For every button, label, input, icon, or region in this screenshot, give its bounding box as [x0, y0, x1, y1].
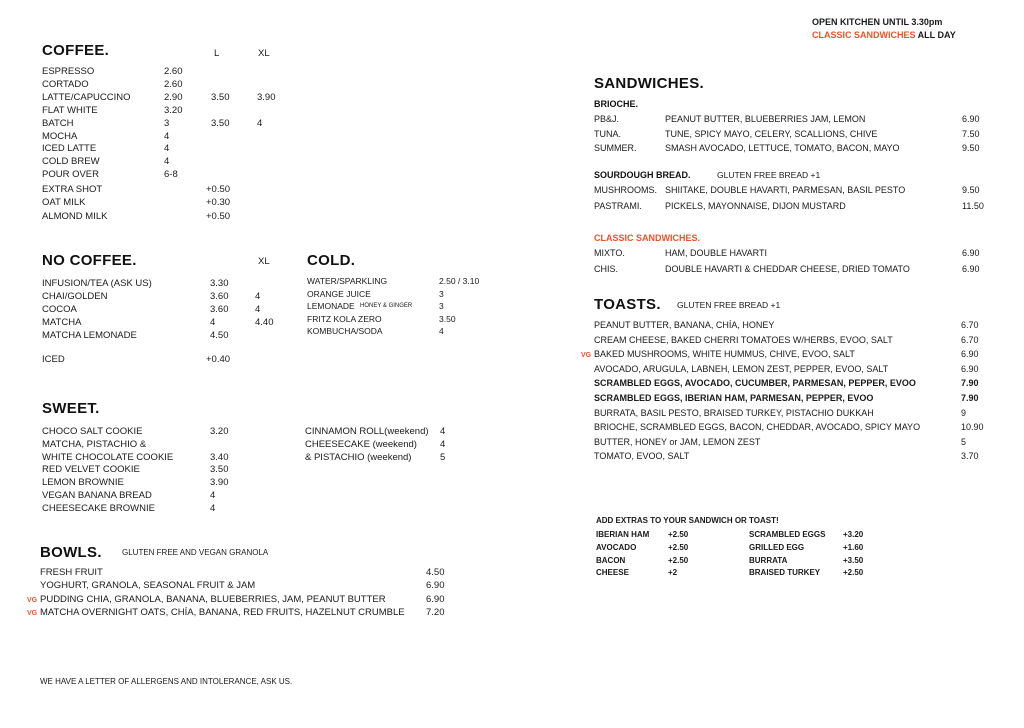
sandwich-item	[594, 247, 986, 260]
item-note: HONEY & GINGER	[360, 303, 413, 309]
extra-name: BRAISED TURKEY	[749, 568, 821, 578]
item-name: CORTADO	[42, 78, 89, 90]
sandwich-desc: DOUBLE HAVARTI & CHEDDAR CHEESE, DRIED TOMATO	[665, 263, 910, 274]
item-name: KOMBUCHA/SODA	[307, 326, 383, 336]
cold-item	[307, 313, 507, 326]
sweet-item	[42, 463, 262, 476]
sandwich-name: MIXTO.	[594, 248, 625, 258]
item-price-xl: 4.40	[255, 316, 274, 328]
item-price-s: 4	[164, 130, 170, 142]
item-name: WHITE CHOCOLATE COOKIE	[42, 451, 174, 463]
item-price: 3.50	[210, 464, 229, 476]
item-name: COCOA	[42, 303, 77, 315]
coffee-extra-item	[42, 210, 282, 223]
item-name: MATCHA LEMONADE	[42, 329, 137, 341]
sandwich-name: PASTRAMI.	[594, 200, 642, 211]
coffee-extra-item	[42, 196, 282, 209]
item-price: 5	[440, 451, 446, 463]
item-name: LEMON BROWNIE	[42, 477, 124, 489]
extra-price: +2.50	[843, 568, 864, 578]
toast-price: 10.90	[961, 422, 984, 433]
weekend-item	[305, 438, 465, 451]
toasts-note: GLUTEN FREE BREAD +1	[677, 300, 781, 310]
cold-item	[307, 288, 507, 301]
toast-price: 6.90	[961, 363, 979, 374]
extra-item	[596, 528, 726, 541]
item-price-xl: 4	[255, 303, 261, 315]
item-price: 6.90	[426, 593, 445, 605]
item-name: MATCHA	[42, 316, 82, 328]
item-price: 4	[439, 326, 444, 336]
sandwich-item	[594, 263, 986, 276]
item-name: LEMONADE	[307, 301, 355, 311]
item-name: CINNAMON ROLL(weekend)	[305, 426, 429, 437]
sandwich-price: 9.50	[962, 185, 980, 195]
item-name: CHEESECAKE BROWNIE	[42, 502, 155, 514]
toast-item	[594, 363, 986, 376]
toast-name: SCRAMBLED EGGS, AVOCADO, CUCUMBER, PARMESAN, PEPPER, EVOO	[594, 378, 916, 389]
iced-price: +0.40	[206, 354, 231, 365]
toast-name: SCRAMBLED EGGS, IBERIAN HAM, PARMESAN, PEPPER, EVOO	[594, 393, 874, 403]
extra-item	[596, 554, 726, 567]
sweet-item	[42, 489, 262, 502]
coffee-title: COFFEE.	[42, 42, 110, 59]
item-name: FRITZ KOLA ZERO	[307, 313, 382, 324]
extra-name: ALMOND MILK	[42, 210, 108, 222]
item-price-l: 3.50	[211, 91, 230, 103]
extra-price: +2.50	[668, 542, 689, 552]
item-name: CHOCO SALT COOKIE	[42, 426, 143, 437]
bowl-item	[40, 579, 460, 592]
sandwich-item	[594, 184, 986, 197]
bowls-note: GLUTEN FREE AND VEGAN GRANOLA	[122, 548, 269, 557]
item-name: ESPRESSO	[42, 66, 95, 77]
cold-item	[307, 325, 507, 338]
item-name: ORANGE JUICE	[307, 288, 371, 299]
no-coffee-item	[42, 290, 282, 303]
item-name: FRESH FRUIT	[40, 567, 103, 578]
sandwich-price: 6.90	[962, 248, 980, 258]
no-coffee-item	[42, 329, 282, 342]
item-price: 3.20	[210, 426, 229, 437]
coffee-item	[42, 155, 282, 168]
item-price: 3.40	[210, 451, 229, 463]
sweet-item	[42, 476, 262, 489]
coffee-item	[42, 65, 282, 78]
sandwich-price: 7.50	[962, 128, 980, 139]
toast-item	[594, 421, 986, 434]
toast-name: PEANUT BUTTER, BANANA, CHÍA, HONEY	[594, 320, 775, 330]
no-coffee-item	[42, 303, 282, 316]
extra-price: +0.30	[206, 197, 231, 209]
item-price: 7.20	[426, 606, 445, 618]
toast-name: BURRATA, BASIL PESTO, BRAISED TURKEY, PISTACHIO DUKKAH	[594, 407, 874, 418]
coffee-item	[42, 104, 282, 117]
open-kitchen-text: OPEN KITCHEN UNTIL 3.30pm	[812, 17, 943, 27]
extra-price: +0.50	[206, 184, 231, 195]
sandwich-desc: PICKELS, MAYONNAISE, DIJON MUSTARD	[665, 200, 846, 211]
sandwich-desc: SHIITAKE, DOUBLE HAVARTI, PARMESAN, BASIL PESTO	[665, 185, 906, 195]
vegan-badge: VG	[27, 609, 38, 617]
item-name: BATCH	[42, 117, 74, 129]
sandwich-price: 6.90	[962, 263, 980, 274]
iced-row	[42, 353, 262, 366]
item-name: MOCHA	[42, 130, 78, 142]
item-price: 4	[210, 490, 216, 501]
weekend-item	[305, 451, 465, 464]
extra-price: +2.50	[668, 530, 689, 539]
item-price: 4.50	[426, 567, 445, 578]
coffee-item	[42, 91, 282, 104]
item-price: 2.50 / 3.10	[439, 276, 480, 286]
bowl-item	[27, 593, 460, 606]
classic-highlight: CLASSIC SANDWICHES	[812, 30, 916, 40]
extra-price: +2	[668, 568, 678, 578]
vegan-badge: VG	[27, 596, 38, 604]
toast-name: AVOCADO, ARUGULA, LABNEH, LEMON ZEST, PEPPER, EVOO, SALT	[594, 363, 889, 374]
item-price: 3.60	[210, 303, 229, 315]
item-name: YOGHURT, GRANOLA, SEASONAL FRUIT & JAM	[40, 580, 256, 592]
toast-item	[594, 377, 986, 390]
no-coffee-item	[42, 277, 282, 290]
vegan-badge: VG	[581, 352, 592, 360]
toast-name: BRIOCHE, SCRAMBLED EGGS, BACON, CHEDDAR, AVOCADO, SPICY MAYO	[594, 422, 921, 433]
extra-name: OAT MILK	[42, 197, 86, 209]
sandwich-item	[594, 113, 986, 126]
cold-item	[307, 300, 507, 313]
classic-all-day-text	[812, 30, 956, 40]
extra-item	[749, 554, 889, 567]
toast-price: 6.90	[961, 349, 979, 360]
item-price-xl: 4	[257, 117, 263, 129]
cold-title: COLD.	[307, 252, 356, 269]
item-price-s: 4	[164, 156, 170, 168]
extra-price: +2.50	[668, 555, 689, 565]
extra-item	[596, 566, 726, 579]
extra-name: BURRATA	[749, 555, 788, 565]
item-name: CHAI/GOLDEN	[42, 290, 108, 302]
item-price: 4	[210, 316, 216, 328]
coffee-item	[42, 78, 282, 91]
item-name: LATTE/CAPUCCINO	[42, 91, 131, 103]
item-price: 4	[440, 438, 446, 450]
item-price-s: 6-8	[164, 169, 178, 181]
item-name: POUR OVER	[42, 169, 100, 181]
item-price-xl: 4	[255, 290, 261, 302]
item-name: RED VELVET COOKIE	[42, 464, 140, 476]
item-name: MATCHA, PISTACHIO &	[42, 438, 147, 450]
coffee-col-l: L	[214, 48, 220, 59]
item-price-s: 2.60	[164, 78, 183, 90]
item-price-s: 3.20	[164, 104, 183, 116]
brioche-title: BRIOCHE.	[594, 99, 639, 109]
extra-name: CHEESE	[596, 568, 629, 578]
item-price-s: 2.60	[164, 66, 183, 77]
toast-name: TOMATO, EVOO, SALT	[594, 451, 690, 462]
sandwich-desc: SMASH AVOCADO, LETTUCE, TOMATO, BACON, MAYO	[665, 143, 900, 153]
allergens-note: WE HAVE A LETTER OF ALLERGENS AND INTOLERANCE, ASK US.	[40, 677, 293, 686]
sandwich-name: MUSHROOMS.	[594, 185, 657, 195]
toast-name: BAKED MUSHROOMS, WHITE HUMMUS, CHIVE, EVOO, SALT	[594, 349, 855, 360]
item-price: 4.50	[210, 329, 229, 341]
toast-item	[594, 407, 986, 420]
item-name: WATER/SPARKLING	[307, 276, 388, 286]
toast-price: 7.90	[961, 378, 979, 389]
extra-name: AVOCADO	[596, 542, 637, 552]
extra-name: IBERIAN HAM	[596, 530, 650, 539]
item-price-xl: 3.90	[257, 91, 276, 103]
iced-label: ICED	[42, 354, 65, 365]
item-name: FLAT WHITE	[42, 104, 98, 116]
item-price: 4	[440, 426, 446, 437]
toast-price: 5	[961, 436, 967, 447]
all-day-label: ALL DAY	[915, 30, 956, 40]
toast-item	[594, 450, 986, 463]
item-price: 6.90	[426, 580, 445, 592]
extra-name: EXTRA SHOT	[42, 184, 103, 195]
extra-price: +1.60	[843, 542, 864, 552]
no-coffee-col-xl: XL	[258, 256, 270, 267]
sweet-item	[42, 438, 262, 451]
extra-name: BACON	[596, 555, 626, 565]
item-price-s: 2.90	[164, 91, 183, 103]
no-coffee-item	[42, 316, 282, 329]
extra-price: +3.50	[843, 555, 864, 565]
sandwich-name: TUNA.	[594, 128, 621, 139]
item-name: VEGAN BANANA BREAD	[42, 490, 152, 501]
toast-price: 6.70	[961, 334, 979, 345]
extras-title: ADD EXTRAS TO YOUR SANDWICH OR TOAST!	[596, 516, 779, 525]
toast-item	[581, 348, 986, 361]
sandwich-item	[594, 128, 986, 141]
toast-name: BUTTER, HONEY or JAM, LEMON ZEST	[594, 436, 761, 447]
item-price-l: 3.50	[211, 117, 230, 129]
item-name: COLD BREW	[42, 156, 100, 168]
item-name: INFUSION/TEA (ASK US)	[42, 278, 152, 289]
item-name: CHEESECAKE (weekend)	[305, 438, 417, 450]
toast-item	[594, 392, 986, 405]
sandwich-name: PB&J.	[594, 114, 620, 124]
sandwich-name: SUMMER.	[594, 143, 637, 153]
item-name: ICED LATTE	[42, 143, 97, 155]
item-price-s: 4	[164, 143, 170, 155]
item-price: 3.50	[439, 313, 456, 324]
item-price: 3.60	[210, 290, 229, 302]
cold-item	[307, 275, 507, 288]
weekend-item	[305, 425, 465, 438]
sweet-title: SWEET.	[42, 400, 100, 417]
sweet-item	[42, 451, 262, 464]
classic-title: CLASSIC SANDWICHES.	[594, 233, 701, 243]
extra-item	[749, 528, 889, 541]
sweet-item	[42, 425, 262, 438]
bowls-title: BOWLS.	[40, 544, 102, 561]
toast-price: 3.70	[961, 451, 979, 462]
item-price: 3	[439, 288, 444, 299]
toast-item	[594, 334, 986, 347]
toast-price: 9	[961, 407, 967, 418]
sandwich-desc: TUNE, SPICY MAYO, CELERY, SCALLIONS, CHIVE	[665, 128, 878, 139]
item-price-s: 3	[164, 117, 170, 129]
extra-price: +3.20	[843, 530, 864, 539]
sweet-item	[42, 502, 262, 515]
coffee-item	[42, 117, 282, 130]
coffee-item	[42, 130, 282, 143]
sandwiches-title: SANDWICHES.	[594, 75, 704, 92]
toast-item	[594, 319, 986, 332]
sandwich-name: CHIS.	[594, 263, 619, 274]
item-price: 3.30	[210, 278, 229, 289]
sandwich-item	[594, 142, 986, 155]
extra-item	[749, 566, 889, 579]
sandwich-price: 6.90	[962, 114, 980, 124]
toast-price: 6.70	[961, 320, 979, 330]
item-price: 3.90	[210, 477, 229, 489]
coffee-col-xl: XL	[258, 48, 270, 59]
toast-price: 7.90	[961, 393, 979, 403]
toast-name: CREAM CHEESE, BAKED CHERRI TOMATOES W/HERBS, EVOO, SALT	[594, 334, 893, 345]
bowl-item	[40, 566, 460, 579]
no-coffee-title: NO COFFEE.	[42, 252, 137, 269]
extra-item	[596, 541, 726, 554]
toasts-title: TOASTS.	[594, 296, 661, 313]
coffee-item	[42, 168, 282, 181]
sandwich-price: 9.50	[962, 143, 980, 153]
bowl-item	[27, 606, 460, 619]
extra-price: +0.50	[206, 210, 231, 222]
item-name: PUDDING CHIA, GRANOLA, BANANA, BLUEBERRIES, JAM, PEANUT BUTTER	[40, 593, 386, 605]
sourdough-title: SOURDOUGH BREAD.	[594, 170, 691, 180]
coffee-item	[42, 142, 282, 155]
item-price: 4	[210, 502, 216, 514]
extra-name: GRILLED EGG	[749, 542, 805, 552]
sandwich-desc: PEANUT BUTTER, BLUEBERRIES JAM, LEMON	[665, 114, 866, 124]
coffee-extra-item	[42, 183, 282, 196]
extra-item	[749, 541, 889, 554]
extra-name: SCRAMBLED EGGS	[749, 530, 826, 539]
sandwich-desc: HAM, DOUBLE HAVARTI	[665, 248, 768, 258]
item-name: MATCHA OVERNIGHT OATS, CHÍA, BANANA, RED FRUITS, HAZELNUT CRUMBLE	[40, 606, 405, 618]
sandwich-item	[594, 200, 986, 213]
item-name: & PISTACHIO (weekend)	[305, 451, 412, 463]
toast-item	[594, 436, 986, 449]
item-price: 3	[439, 301, 444, 311]
sourdough-note: GLUTEN FREE BREAD +1	[717, 170, 821, 180]
sandwich-price: 11.50	[962, 200, 984, 211]
